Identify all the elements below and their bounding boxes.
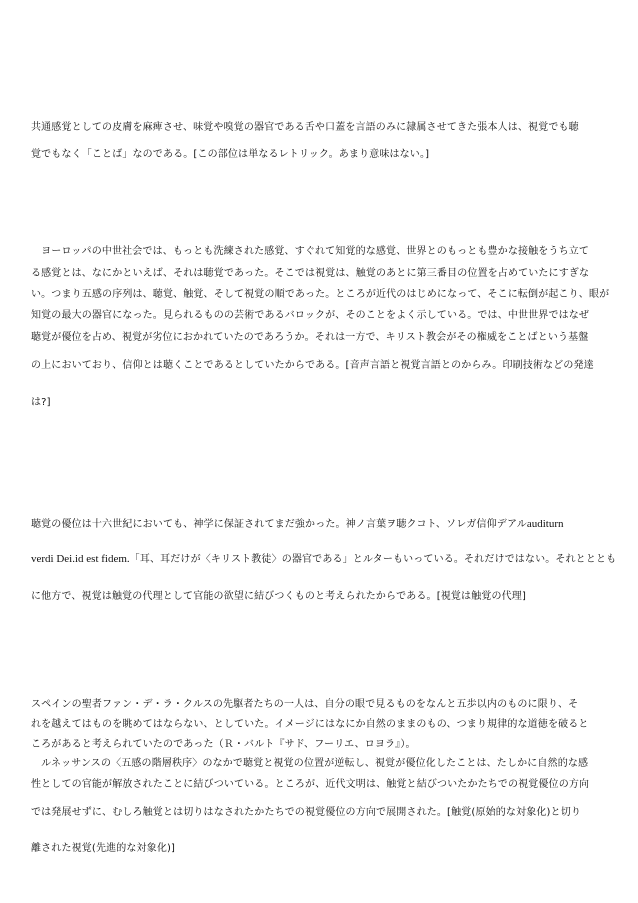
text-span: 「耳、耳だけが〈キリスト教徒〉の器官である」とルターもいっている。それだけではない。それとととも xyxy=(129,554,617,565)
text-line: に他方で、視覚は触覚の代理として官能の欲望に結びつくものと考えられたからである。[視覚は触覚の代理] xyxy=(31,591,527,602)
text-line: ルネッサンスの〈五感の階層秩序〉のなかで聴覚と視覚の位置が逆転し、視覚が優位化したことは、たしかに自然的な感 xyxy=(31,758,589,769)
latin-quote: auditurn xyxy=(526,518,564,530)
text-line: は?] xyxy=(31,397,51,408)
text-line: の上においており、信仰とは聴くことであるとしていたからである。[音声言語と視覚言語とのからみ。印刷技術などの発達 xyxy=(31,360,594,371)
text-line: 共通感覚としての皮膚を麻痺させ、味覚や嗅覚の器官である舌や口蓋を言語のみに隷属させてきた張本人は、視覚でも聴 xyxy=(31,122,579,133)
text-line: 聴覚が優位を占め、視覚が劣位におかれていたのであろうか。それは一方で、キリスト教会がその権威をことばという基盤 xyxy=(31,332,589,343)
text-line: 離された視覚(先進的な対象化)] xyxy=(31,843,176,854)
text-line: い。つまり五感の序列は、聴覚、触覚、そして視覚の順であった。ところが近代のはじめになって、そこに転倒が起こり、眼が xyxy=(31,289,610,300)
text-line: では発展せずに、むしろ触覚とは切りはなされたかたちでの視覚優位の方向で展開された。[触覚(原始的な対象化)と切り xyxy=(31,807,582,818)
text-line: 覚でもなく「ことば」なのである。[この部位は単なるレトリック。あまり意味はない。] xyxy=(31,149,430,160)
text-line xyxy=(31,518,564,531)
text-line: れを越えてはものを眺めてはならない、としていた。イメージにはなにか自然のままのもの、つまり規律的な道徳を破ると xyxy=(31,719,589,730)
text-line: ころがあると考えられていたのであった（Ｒ・バルト『サド、フーリエ、ロヨラ』）。 xyxy=(31,739,416,750)
text-line: 性としての官能が解放されたことに結びついている。ところが、近代文明は、触覚と結びついたかたちでの視覚優位の方向 xyxy=(31,779,590,790)
text-line: ヨーロッパの中世社会では、もっとも洗練された感覚、すぐれて知覚的な感覚、世界とのもっとも豊かな接触をうち立て xyxy=(31,246,590,257)
text-line: スペインの聖者ファン・デ・ラ・クルスの先駆者たちの一人は、自分の眼で見るものをなんと五歩以内のものに限り、そ xyxy=(31,699,579,710)
text-line xyxy=(31,553,616,566)
text-span: 聴覚の優位は十六世紀においても、神学に保証されてまだ強かった。神ノ言葉ヲ聴クコト、ソレガ信仰デアル xyxy=(31,519,527,530)
text-line: 知覚の最大の器官になった。見られるものの芸術であるバロックが、そのことをよく示している。では、中世世界ではなぜ xyxy=(31,310,590,321)
latin-quote: verdi Dei.id est fidem. xyxy=(31,553,130,565)
text-line: る感覚とは、なにかといえば、それは聴覚であった。そこでは視覚は、触覚のあとに第三番目の位置を占めていたにすぎな xyxy=(31,268,590,279)
